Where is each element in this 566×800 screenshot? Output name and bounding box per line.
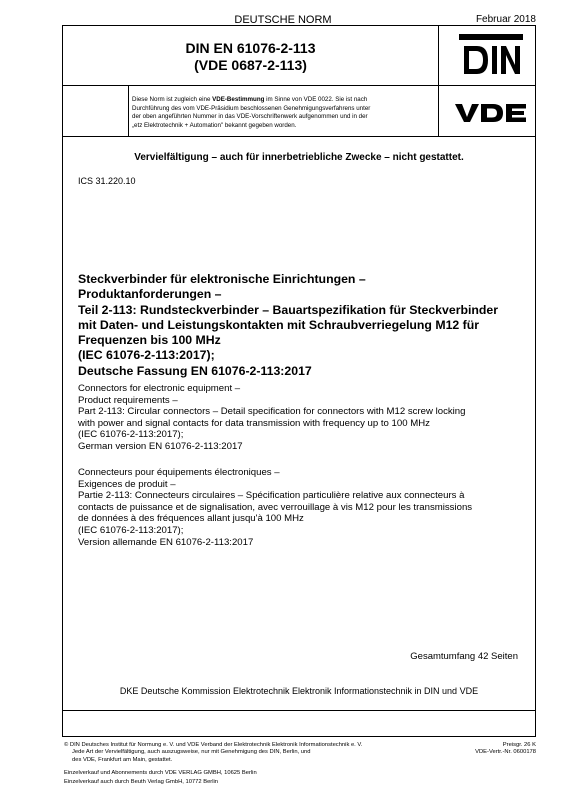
title-en-line: with power and signal contacts for data transmission with frequency up to 100 MHz: [78, 417, 430, 429]
vde-note-line: im Sinne von VDE 0022. Sie ist nach: [264, 96, 368, 103]
sales-vde-verlag: Einzelverkauf und Abonnements durch VDE VERLAG GMBH, 10625 Berlin: [64, 770, 257, 776]
order-number: VDE-Vertr.-Nr. 0600178: [475, 749, 536, 756]
header-divider: [62, 85, 536, 86]
vde-number: (VDE 0687-2-113): [194, 57, 307, 73]
title-fr-line: de données à des fréquences allant jusqu'à 100 MHz: [78, 513, 304, 525]
vde-note-line: Durchführung des vom VDE-Präsidium beschlossenen Genehmigungsverfahrens unter: [132, 104, 371, 112]
title-en-line: Product requirements –: [78, 394, 178, 406]
vde-note-line: „etz Elektrotechnik + Automation" bekannt gegeben worden.: [132, 121, 297, 129]
dke-commission: DKE Deutsche Kommission Elektrotechnik Elektronik Informationstechnik in DIN und VDE: [119, 686, 479, 696]
vde-note-prefix: Diese Norm ist zugleich eine: [132, 96, 213, 103]
norm-number-block: [63, 40, 438, 74]
title-page-frame: [62, 25, 536, 737]
title-de-line: Teil 2-113: Rundsteckverbinder – Bauartspezifikation für Steckverbinder: [78, 302, 499, 317]
document-type: DEUTSCHE NORM: [234, 14, 332, 26]
reproduction-notice: Vervielfältigung – auch für innerbetriebliche Zwecke – nicht gestattet.: [134, 152, 464, 163]
vde-regulation-note: [132, 96, 436, 130]
dke-divider: [62, 710, 536, 711]
vde-note-bold: VDE-Bestimmung: [212, 96, 265, 103]
note-left-divider: [128, 85, 129, 136]
title-de-line: Deutsche Fassung EN 61076-2-113:2017: [78, 363, 312, 378]
title-fr-line: Version allemande EN 61076-2-113:2017: [78, 536, 254, 548]
price-group: Preisgr. 26 K: [502, 742, 536, 748]
title-de-line: (IEC 61076-2-113:2017);: [78, 348, 215, 363]
ics-code: ICS 31.220.10: [78, 176, 136, 186]
vde-note-line: der oben angeführten Nummer in das VDE-Vorschriftenwerk aufgenommen und in der: [132, 113, 368, 121]
title-english: [78, 383, 528, 453]
title-en-line: (IEC 61076-2-113:2017);: [78, 429, 184, 441]
vde-logo: [454, 101, 528, 125]
title-de-line: mit Daten- und Leistungskontakten mit Schraubverriegelung M12 für: [78, 317, 480, 332]
din-logo-graphic: [458, 33, 524, 81]
title-de-line: Steckverbinder für elektronische Einrichtungen –: [78, 272, 366, 286]
title-french: [78, 467, 528, 548]
norm-number: DIN EN 61076-2-113: [185, 40, 316, 56]
header-bottom-rule: [62, 136, 536, 137]
title-german: [78, 272, 528, 379]
total-pages: Gesamtumfang 42 Seiten: [410, 651, 518, 662]
copyright-line: des VDE, Frankfurt am Main, gestattet.: [72, 756, 173, 763]
title-de-line: Produktanforderungen –: [78, 287, 222, 302]
title-fr-line: Connecteurs pour équipements électroniques –: [78, 467, 280, 478]
title-en-line: German version EN 61076-2-113:2017: [78, 440, 243, 452]
logo-column-divider: [438, 25, 439, 136]
title-fr-line: Partie 2-113: Connecteurs circulaires – Spécification particulière relative aux connecteurs à: [78, 490, 465, 502]
title-de-line: Frequenzen bis 100 MHz: [78, 333, 221, 348]
publication-date: Februar 2018: [475, 14, 536, 25]
vde-logo-graphic: [454, 101, 528, 125]
title-en-line: Connectors for electronic equipment –: [78, 383, 241, 394]
title-fr-line: Exigences de produit –: [78, 478, 176, 490]
copyright-notice: [64, 742, 396, 764]
copyright-line: © DIN Deutsches Institut für Normung e. V. und VDE Verband der Elektrotechnik Elektronik Informationstechnik e. V.: [64, 742, 363, 748]
sales-beuth-verlag: Einzelverkauf auch durch Beuth Verlag GmbH, 10772 Berlin: [64, 779, 219, 785]
title-en-line: Part 2-113: Circular connectors – Detail specification for connectors with M12 screw locking: [78, 406, 466, 418]
title-fr-line: contacts de puissance et de signalisation, avec verrouillage à vis M12 pour les transmissions: [78, 501, 473, 513]
din-logo: [458, 33, 524, 81]
title-fr-line: (IEC 61076-2-113:2017);: [78, 524, 184, 536]
copyright-line: Jede Art der Vervielfältigung, auch auszugsweise, nur mit Genehmigung des DIN, Berlin, und: [72, 749, 311, 756]
price-info: [440, 742, 536, 757]
